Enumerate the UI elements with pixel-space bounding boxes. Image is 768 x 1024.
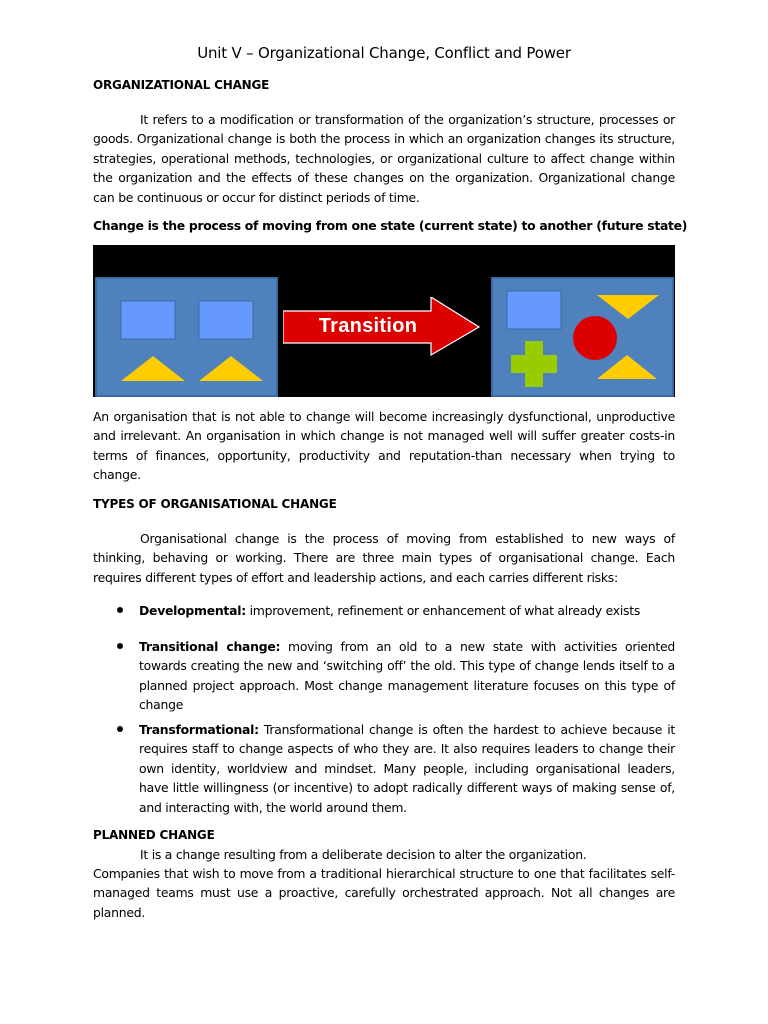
list-item-transitional <box>139 637 675 715</box>
bullet-icon <box>117 726 123 732</box>
section-heading-types: TYPES OF ORGANISATIONAL CHANGE <box>93 497 337 511</box>
bullet-icon <box>117 607 123 613</box>
transition-arrow <box>283 297 483 357</box>
section-heading-organizational-change: ORGANIZATIONAL CHANGE <box>93 78 270 92</box>
square-shape-1 <box>121 301 175 339</box>
bullet-icon <box>117 643 123 649</box>
bullet-term: Developmental: <box>139 603 246 618</box>
planned-change-paragraph: Companies that wish to move from a traditional hierarchical structure to one that facilitates self-managed teams must use a proactive, carefully orchestrated approach. Not all changes are planned. <box>93 866 675 920</box>
bullet-term: Transitional change: <box>139 639 281 654</box>
square-shape-3 <box>507 291 561 329</box>
paragraph-dysfunction: An organisation that is not able to change will become increasingly dysfunctional, unproductive and irrelevant. An organisation in which change is not managed well will suffer greater costs-in terms of finances, opportunity, productivity and reputation-than necessary when trying to change. <box>93 409 675 483</box>
current-state-shapes <box>97 279 276 395</box>
bold-statement: Change is the process of moving from one state (current state) to another (future state) <box>93 218 688 233</box>
triangle-shape-2 <box>199 356 263 381</box>
square-shape-2 <box>199 301 253 339</box>
bullet-text: Transformational change is often the hardest to achieve because it requires staff to change aspects of who they are. It also requires leaders to change their own identity, worldview and mindset. Many people, including organisational leaders, have little willingness (or incentive) to adopt radically different ways of making sense of, and interacting with, the world around them. <box>139 722 675 815</box>
transition-diagram <box>93 245 675 397</box>
bullet-term: Transformational: <box>139 722 259 737</box>
paragraph-types: Organisational change is the process of moving from established to new ways of thinking, behaving or working. There are three main types of organisational change. Each requires different types of effort and leadership actions, and each carries different risks: <box>93 531 675 585</box>
planned-change-line1: It is a change resulting from a deliberate decision to alter the organization. <box>140 847 587 862</box>
cross-shape <box>511 341 557 387</box>
section-heading-planned-change: PLANNED CHANGE <box>93 828 215 842</box>
circle-shape <box>573 316 617 360</box>
transition-label: Transition <box>318 315 418 337</box>
inverted-triangle-shape <box>597 295 659 319</box>
triangle-shape-3 <box>597 355 657 379</box>
triangle-shape-1 <box>121 356 185 381</box>
bullet-text: moving from an old to a new state with activities oriented towards creating the new and ‘switching off’ the old. This type of change lends itself to a planned project approach. Most change management literature focuses on this type of change <box>139 639 675 713</box>
list-item-transformational <box>139 720 675 817</box>
current-state-panel <box>95 277 278 397</box>
future-state-shapes <box>493 279 672 395</box>
bullet-text: improvement, refinement or enhancement of what already exists <box>245 603 641 618</box>
paragraph-definition: It refers to a modification or transformation of the organization’s structure, processes or goods. Organizational change is both the process in which an organization changes its structure, strategies, operational methods, technologies, or organizational culture to affect change within the organization and the effects of these changes on the organization. Organizational change can be continuous or occur for distinct periods of time. <box>93 112 675 205</box>
list-item-developmental <box>139 601 675 620</box>
future-state-panel <box>491 277 674 397</box>
page-title: Unit V – Organizational Change, Conflict and Power <box>197 44 571 62</box>
